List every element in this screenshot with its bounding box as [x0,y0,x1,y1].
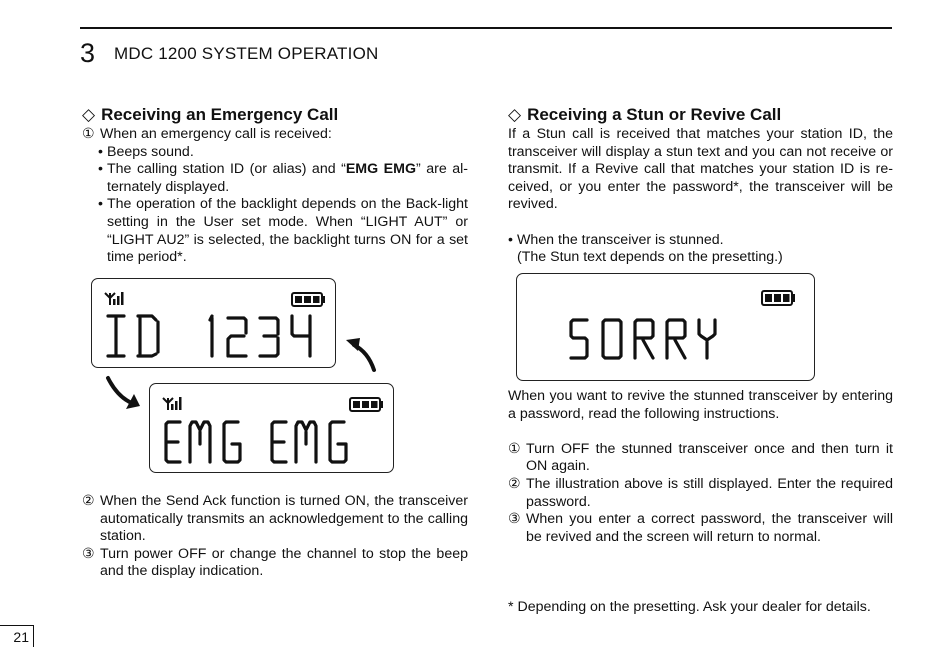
bullet-text: Beeps sound. [107,143,194,160]
step-number: ② [82,493,95,509]
battery-icon [350,398,383,411]
right-column [508,104,893,267]
lcd-emg-segments [150,384,393,472]
revive-section [508,388,893,546]
step-number: ① [82,126,95,142]
bullet-item: • The calling station ID (or alias) and “EMG EMG” are al-ternately displayed. [98,161,468,195]
chapter-title: MDC 1200 SYSTEM OPERATION [114,44,379,63]
arrow-up-icon [344,336,380,374]
step-text: The illustration above is still displayed. Enter the required password. [526,475,893,510]
lcd-display-stun [516,273,815,381]
bullet-item: • Beeps sound. [82,144,468,162]
bullet-text: The operation of the backlight depends on the Back-light setting in the User set mode. When “LIGHT AUT” or “LIGHT AU2” is selected, the backlight turns ON for a set time period*. [107,196,468,266]
step-number: ③ [508,511,521,528]
revive-step-2 [508,476,893,511]
signal-icon [163,397,182,410]
stun-intro: If a Stun call is received that matches your station ID, the transceiver will display a stun text and you can not receive or transmit. If a Revive call that matches your station ID is re-ceived, or you enter the password*, the transceiver will be revived. [508,126,893,213]
step-number: ② [508,475,521,492]
lcd-display-emg [149,383,394,473]
lcd-id-segments [92,279,335,367]
emg-emphasis: EMG EMG [345,161,416,178]
bullet-item: • When the transceiver is stunned. [508,232,893,250]
revive-step-1 [508,441,893,476]
bullet-text: The calling station ID (or alias) and “EMG EMG” are al-ternately displayed. [107,161,468,195]
battery-icon [292,293,325,306]
step-number: ① [508,440,521,457]
battery-icon [762,291,795,305]
step-text: Turn OFF the stunned transceiver once and then turn it ON again. [526,440,893,475]
revive-step-3 [508,511,893,546]
revive-intro: When you want to revive the stunned transceiver by entering a password, read the following instructions. [508,388,893,422]
step-3 [82,546,468,581]
lcd-sorry-segments [517,274,814,380]
step-text: When you enter a correct password, the transceiver will be revived and the screen will return to normal. [526,511,893,545]
footnote: * Depending on the presetting. Ask your dealer for details. [508,599,871,615]
section-heading-stun: ◇ Receiving a Stun or Revive Call [508,105,782,124]
step-text: Turn power OFF or change the channel to stop the beep and the display indication. [100,545,468,580]
left-steps-lower [82,493,468,581]
step-text: When an emergency call is received: [100,126,332,142]
bullet-text: When the transceiver is stunned. [517,231,724,248]
left-column [82,104,468,267]
step-number: ③ [82,545,95,562]
header-rule [80,27,892,29]
page-number: 21 [0,625,34,647]
lcd-display-id [91,278,336,368]
step-2 [82,493,468,546]
section-heading-emergency: ◇ Receiving an Emergency Call [82,105,339,124]
bullet-item: • The operation of the backlight depends on the Back-light setting in the User set mode. When “LIGHT AUT” or “LIGHT AU2” is selected, the backlight turns ON for a set time period*. [98,196,468,266]
chapter-number: 3 [80,38,96,68]
arrow-down-icon [104,374,144,412]
step-1 [82,126,468,144]
bullet-note: (The Stun text depends on the presetting.) [517,249,783,266]
diamond-icon: ◇ [508,105,522,124]
diamond-icon: ◇ [82,105,96,124]
signal-icon [105,292,124,305]
step-text: When the Send Ack function is turned ON, the transceiver automatically transmits an acknowledgement to the calling station. [100,493,468,545]
